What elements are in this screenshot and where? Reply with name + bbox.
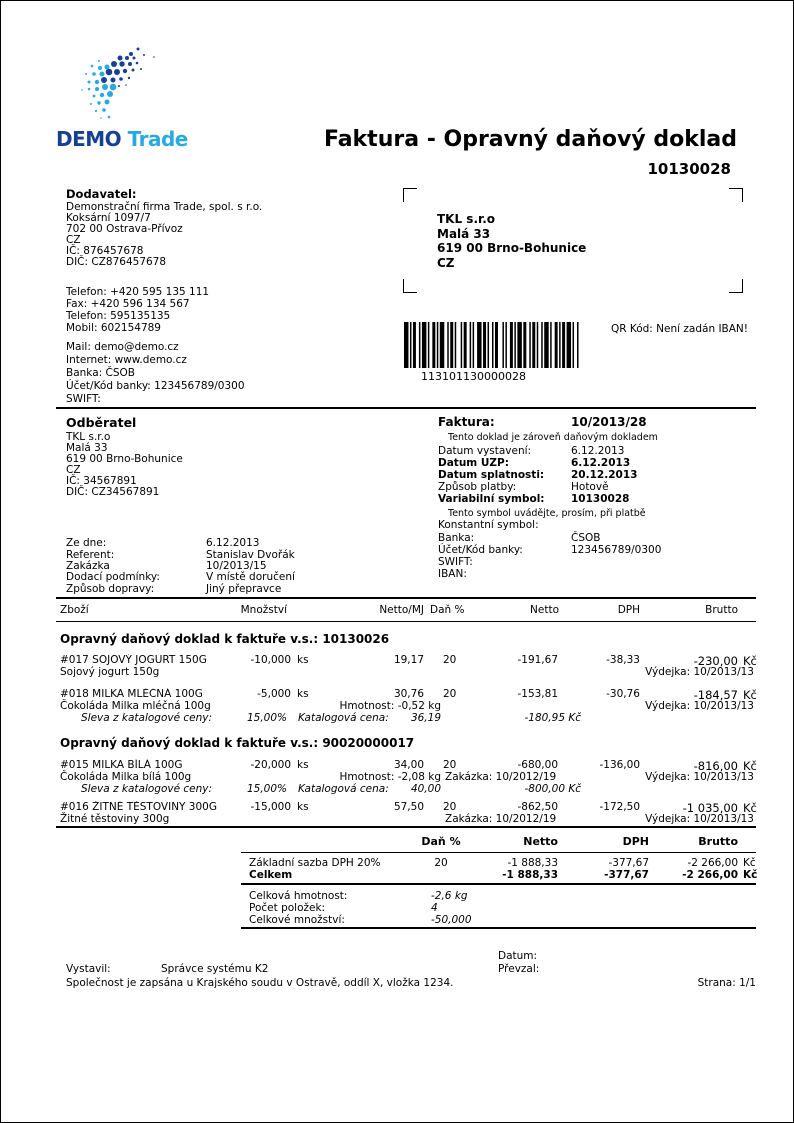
total-items-value: 4 — [431, 902, 438, 914]
divider — [241, 883, 756, 885]
catalog-price-label: Katalogová cena: — [298, 712, 389, 724]
items-table-header — [56, 604, 756, 616]
totals-row — [241, 902, 756, 914]
catalog-price-value: 36,19 — [410, 712, 441, 724]
document-number: 10130028 — [647, 160, 731, 178]
invoice-note1: Tento doklad je zároveň daňovým dokladem — [448, 432, 658, 443]
item-qty: -20,000 — [250, 759, 291, 771]
swift-label: SWIFT: — [438, 556, 473, 568]
summary-row-dan: 20 — [434, 857, 448, 869]
item-name: #016 ŽITNÉ TĚSTOVINY 300G — [60, 801, 217, 813]
divider — [241, 852, 756, 853]
logo-trade-text: Trade — [127, 127, 188, 151]
uzp-date-row — [438, 457, 758, 469]
supplier-street: Koksární 1097/7 — [66, 212, 151, 224]
summary-row-brutto: -2 266,00 — [687, 857, 738, 869]
account-row — [438, 544, 758, 556]
summary-row-currency: Kč — [743, 857, 756, 869]
supplier-city: 702 00 Ostrava-Přívoz — [66, 223, 183, 235]
item-netto: -191,67 — [517, 654, 558, 666]
supplier-ic: IČ: 876457678 — [66, 245, 144, 257]
col-header-netto-mj: Netto/MJ — [379, 604, 424, 616]
customer-dic: DIČ: CZ34567891 — [66, 486, 160, 498]
summary-total-label: Celkem — [249, 869, 293, 881]
account-value: 123456789/0300 — [571, 544, 662, 556]
section-title: Opravný daňový doklad k faktuře v.s.: 90020000017 — [60, 736, 415, 750]
item-name: #015 MILKA BÍLÁ 100G — [60, 759, 183, 771]
summary-total-brutto: -2 266,00 — [682, 869, 738, 881]
iban-row — [438, 568, 758, 580]
supplier-mobile: Mobil: 602154789 — [66, 322, 161, 334]
item-currency: Kč — [743, 759, 757, 773]
corner-mark-icon — [729, 188, 743, 202]
item-dan: 20 — [443, 654, 457, 666]
supplier-account: Účet/Kód banky: 123456789/0300 — [66, 380, 245, 392]
divider — [56, 621, 756, 622]
document-title: Faktura - Opravný daňový doklad — [323, 127, 737, 152]
item-subrow — [56, 700, 756, 712]
item-discount-row — [56, 783, 756, 795]
customer-heading: Odběratel — [66, 415, 137, 430]
item-subrow — [56, 666, 756, 678]
summary-header-dph: DPH — [622, 835, 649, 848]
delivery-terms-row — [66, 571, 406, 583]
ship-to-box — [403, 188, 743, 293]
col-header-mnozstvi: Množství — [240, 604, 287, 616]
item-subrow — [56, 771, 756, 783]
footer-vystavil-value: Správce systému K2 — [161, 963, 269, 975]
item-brutto: -1 035,00 — [682, 801, 738, 815]
item-vydejka: Výdejka: 10/2013/13 — [645, 813, 754, 825]
summary-total-netto: -1 888,33 — [502, 869, 558, 881]
supplier-country: CZ — [66, 234, 81, 246]
catalog-price-label: Katalogová cena: — [298, 783, 389, 795]
item-netto-mj: 57,50 — [393, 801, 424, 813]
totals-row — [241, 890, 756, 902]
footer-datum-label: Datum: — [498, 950, 538, 962]
issue-date-value: 6.12.2013 — [571, 445, 625, 457]
supplier-name: Demonstrační firma Trade, spol. s r.o. — [66, 201, 263, 213]
invoice-number-value: 10/2013/28 — [571, 415, 647, 429]
item-brutto: -816,00 — [693, 759, 738, 773]
customer-line2: Malá 33 — [66, 442, 108, 454]
item-weight: Hmotnost: -0,52 kg — [339, 700, 441, 712]
item-brutto: -184,57 — [693, 688, 738, 702]
summary-header-netto: Netto — [523, 835, 558, 848]
divider — [56, 407, 756, 409]
item-unit: ks — [297, 801, 309, 813]
total-weight-value: -2,6 kg — [431, 890, 468, 902]
delivery-terms-label: Dodací podmínky: — [66, 571, 160, 583]
order-date-label: Ze dne: — [66, 537, 107, 549]
supplier-fax: Fax: +420 596 134 567 — [66, 298, 190, 310]
catalog-price-value: 40,00 — [410, 783, 441, 795]
item-vydejka: Výdejka: 10/2013/13 — [645, 771, 754, 783]
ship-to-line1: TKL s.r.o — [437, 212, 496, 226]
item-dph: -30,76 — [606, 688, 640, 700]
supplier-internet: Internet: www.demo.cz — [66, 354, 187, 366]
issue-date-label: Datum vystavení: — [438, 445, 532, 457]
transport-value: Jiný přepravce — [206, 583, 282, 595]
item-qty: -15,000 — [250, 801, 291, 813]
delivery-terms-value: V místě doručení — [206, 571, 295, 583]
transport-row — [66, 583, 406, 595]
summary-total-row — [241, 869, 756, 881]
due-date-row — [438, 469, 758, 481]
item-name: #017 SOJOVÝ JOGURT 150G — [60, 654, 207, 666]
col-header-brutto: Brutto — [705, 604, 738, 616]
ship-to-line4: CZ — [437, 255, 455, 270]
customer-ic: IČ: 34567891 — [66, 475, 137, 487]
discount-percent: 15,00% — [246, 712, 287, 724]
item-qty: -5,000 — [257, 688, 291, 700]
discount-label: Sleva z katalogové ceny: — [81, 783, 213, 795]
referent-value: Stanislav Dvořák — [206, 549, 295, 561]
item-vydejka: Výdejka: 10/2013/13 — [645, 666, 754, 678]
item-zakazka: Zakázka: 10/2012/19 — [445, 771, 557, 783]
issue-date-row — [438, 445, 758, 457]
item-currency: Kč — [743, 688, 757, 702]
item-currency: Kč — [743, 654, 757, 668]
total-qty-value: -50,000 — [431, 914, 472, 926]
item-description: Čokoláda Milka mléčná 100g — [60, 700, 211, 712]
barcode — [404, 322, 583, 368]
supplier-bank: Banka: ČSOB — [66, 367, 135, 379]
company-logo — [56, 127, 188, 151]
section-title: Opravný daňový doklad k faktuře v.s.: 10130026 — [60, 632, 390, 646]
total-qty-label: Celkové množství: — [249, 914, 345, 926]
summary-total-currency: Kč — [743, 869, 758, 881]
corner-mark-icon — [729, 279, 743, 293]
supplier-dic: DIČ: CZ876457678 — [66, 256, 167, 268]
summary-row-dph: -377,67 — [608, 857, 649, 869]
discount-amount: -800,00 Kč — [524, 783, 581, 795]
summary-row-netto: -1 888,33 — [507, 857, 558, 869]
summary-header-brutto: Brutto — [698, 835, 738, 848]
summary-row — [241, 857, 756, 869]
item-dan: 20 — [443, 759, 457, 771]
item-netto-mj: 19,17 — [393, 654, 424, 666]
constant-symbol-row — [438, 519, 758, 531]
item-netto-mj: 34,00 — [393, 759, 424, 771]
iban-label: IBAN: — [438, 568, 467, 580]
item-dan: 20 — [443, 688, 457, 700]
summary-total-dph: -377,67 — [604, 869, 649, 881]
totals-row — [241, 914, 756, 926]
col-header-dph: DPH — [617, 604, 640, 616]
invoice-note2: Tento symbol uvádějte, prosím, při platbě — [448, 508, 646, 519]
item-description: Žitné těstoviny 300g — [60, 813, 170, 825]
order-date-value: 6.12.2013 — [206, 537, 260, 549]
summary-header-dan: Daň % — [421, 835, 461, 848]
variable-symbol-label: Variabilní symbol: — [438, 493, 545, 505]
item-netto: -862,50 — [517, 801, 558, 813]
divider — [56, 597, 756, 599]
supplier-swift: SWIFT: — [66, 393, 101, 405]
item-dph: -38,33 — [606, 654, 640, 666]
variable-symbol-value: 10130028 — [571, 493, 630, 505]
divider — [56, 826, 756, 828]
item-row — [56, 688, 756, 700]
barcode-number: 113101130000028 — [421, 370, 526, 383]
item-row — [56, 759, 756, 771]
customer-line1: TKL s.r.o — [66, 431, 111, 443]
corner-mark-icon — [403, 279, 417, 293]
bank-label: Banka: — [438, 532, 475, 544]
item-netto-mj: 30,76 — [393, 688, 424, 700]
col-header-dan: Daň % — [430, 604, 465, 616]
footer-prevzal-label: Převzal: — [498, 963, 540, 975]
item-zakazka: Zakázka: 10/2012/19 — [445, 813, 557, 825]
item-row — [56, 801, 756, 813]
footer-legal-text: Společnost je zapsána u Krajského soudu v Ostravě, oddíl X, vložka 1234. — [66, 977, 454, 989]
item-subrow — [56, 813, 756, 825]
item-dph: -136,00 — [599, 759, 640, 771]
item-description: Sojový jogurt 150g — [60, 666, 160, 678]
col-header-netto: Netto — [530, 604, 559, 616]
item-dan: 20 — [443, 801, 457, 813]
customer-line4: CZ — [66, 464, 81, 476]
logo-dots-icon — [59, 41, 169, 125]
total-weight-label: Celková hmotnost: — [249, 890, 348, 902]
due-date-value: 20.12.2013 — [571, 469, 638, 481]
item-vydejka: Výdejka: 10/2013/13 — [645, 700, 754, 712]
col-header-zbozi: Zboží — [60, 604, 89, 616]
order-number-value: 10/2013/15 — [206, 560, 267, 572]
account-label: Účet/Kód banky: — [438, 544, 523, 556]
summary-header — [241, 835, 756, 847]
footer-page-number: Strana: 1/1 — [697, 977, 756, 989]
swift-row — [438, 556, 758, 568]
order-number-label: Zakázka — [66, 560, 110, 572]
item-discount-row — [56, 712, 756, 724]
payment-method-row — [438, 481, 758, 493]
item-brutto: -230,00 — [693, 654, 738, 668]
total-items-label: Počet položek: — [249, 902, 326, 914]
supplier-phone2: Telefon: 595135135 — [66, 310, 171, 322]
supplier-heading: Dodavatel: — [66, 187, 137, 201]
supplier-phone1: Telefon: +420 595 135 111 — [66, 286, 210, 298]
divider — [241, 927, 756, 929]
item-unit: ks — [297, 688, 309, 700]
supplier-mail: Mail: demo@demo.cz — [66, 341, 179, 353]
item-qty: -10,000 — [250, 654, 291, 666]
corner-mark-icon — [403, 188, 417, 202]
qr-note: QR Kód: Není zadán IBAN! — [610, 323, 748, 335]
bank-value: ČSOB — [571, 532, 601, 544]
variable-symbol-row — [438, 493, 758, 505]
referent-label: Referent: — [66, 549, 115, 561]
customer-line3: 619 00 Brno-Bohunice — [66, 453, 183, 465]
item-description: Čokoláda Milka bílá 100g — [60, 771, 192, 783]
item-name: #018 MILKA MLÉČNÁ 100G — [60, 688, 203, 700]
payment-method-value: Hotově — [571, 481, 609, 493]
payment-method-label: Způsob platby: — [438, 481, 517, 493]
item-row — [56, 654, 756, 666]
item-netto: -680,00 — [517, 759, 558, 771]
uzp-date-value: 6.12.2013 — [571, 457, 631, 469]
item-unit: ks — [297, 654, 309, 666]
discount-label: Sleva z katalogové ceny: — [81, 712, 213, 724]
transport-label: Způsob dopravy: — [66, 583, 155, 595]
ship-to-line3: 619 00 Brno-Bohunice — [437, 241, 587, 255]
due-date-label: Datum splatnosti: — [438, 469, 545, 481]
item-currency: Kč — [743, 801, 757, 815]
invoice-number-label: Faktura: — [438, 415, 495, 429]
ship-to-line2: Malá 33 — [437, 226, 491, 241]
uzp-date-label: Datum UZP: — [438, 457, 509, 469]
item-dph: -172,50 — [599, 801, 640, 813]
bank-row — [438, 532, 758, 544]
discount-amount: -180,95 Kč — [524, 712, 581, 724]
item-netto: -153,81 — [517, 688, 558, 700]
footer-vystavil-label: Vystavil: — [66, 963, 111, 975]
summary-row-label: Základní sazba DPH 20% — [249, 857, 381, 869]
item-unit: ks — [297, 759, 309, 771]
item-weight: Hmotnost: -2,08 kg — [339, 771, 441, 783]
invoice-number-row — [438, 415, 758, 427]
discount-percent: 15,00% — [246, 783, 287, 795]
order-date-row — [66, 537, 406, 549]
ship-to-address — [437, 212, 586, 270]
logo-demo-text: DEMO — [56, 127, 122, 151]
constant-symbol-label: Konstantní symbol: — [438, 519, 539, 531]
